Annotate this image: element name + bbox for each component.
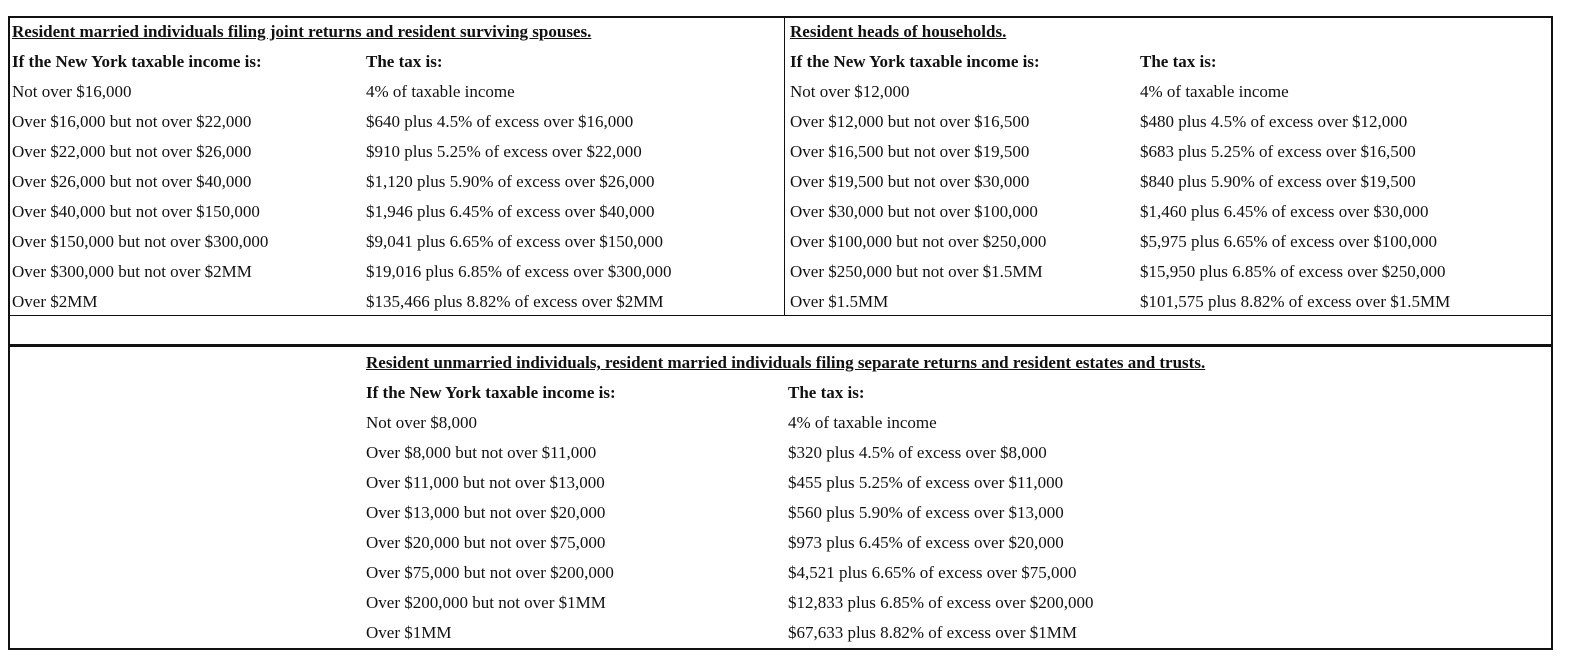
income-header: If the New York taxable income is: <box>790 52 1040 71</box>
income-bracket-cell: Over $16,000 but not over $22,000 <box>12 112 252 131</box>
tax-formula-cell: $101,575 plus 8.82% of excess over $1.5MM <box>1140 292 1451 311</box>
income-bracket-cell: Over $100,000 but not over $250,000 <box>790 232 1047 251</box>
tax-header: The tax is: <box>1140 52 1217 71</box>
income-bracket-cell: Over $26,000 but not over $40,000 <box>12 172 252 191</box>
tax-header: The tax is: <box>788 383 865 402</box>
income-header: If the New York taxable income is: <box>366 383 616 402</box>
income-bracket-cell: Not over $12,000 <box>790 82 910 101</box>
income-bracket-cell: Over $30,000 but not over $100,000 <box>790 202 1038 221</box>
income-bracket-cell: Over $8,000 but not over $11,000 <box>366 443 597 462</box>
joint-tax-column <box>366 47 672 317</box>
joint-income-column <box>12 47 268 317</box>
heads-tax-column <box>1140 47 1450 317</box>
tax-formula-cell: 4% of taxable income <box>788 413 937 432</box>
tax-formula-cell: $1,946 plus 6.45% of excess over $40,000 <box>366 202 655 221</box>
income-bracket-cell: Over $2MM <box>12 292 98 311</box>
tax-formula-cell: $4,521 plus 6.65% of excess over $75,000 <box>788 563 1077 582</box>
tax-formula-cell: $15,950 plus 6.85% of excess over $250,000 <box>1140 262 1446 281</box>
joint-filers-title: Resident married individuals filing joint returns and resident surviving spouses. <box>12 22 592 41</box>
income-bracket-cell: Over $1.5MM <box>790 292 889 311</box>
tax-header: The tax is: <box>366 52 443 71</box>
heads-of-households-title: Resident heads of households. <box>790 22 1007 41</box>
single-income-column <box>366 378 616 648</box>
tax-formula-cell: $1,120 plus 5.90% of excess over $26,000 <box>366 172 655 191</box>
income-bracket-cell: Over $12,000 but not over $16,500 <box>790 112 1030 131</box>
income-bracket-cell: Over $250,000 but not over $1.5MM <box>790 262 1043 281</box>
income-bracket-cell: Over $40,000 but not over $150,000 <box>12 202 260 221</box>
tax-formula-cell: $455 plus 5.25% of excess over $11,000 <box>788 473 1064 492</box>
heads-income-column <box>790 47 1046 317</box>
income-bracket-cell: Over $16,500 but not over $19,500 <box>790 142 1030 161</box>
tax-formula-cell: $67,633 plus 8.82% of excess over $1MM <box>788 623 1077 642</box>
income-bracket-cell: Over $19,500 but not over $30,000 <box>790 172 1030 191</box>
income-bracket-cell: Not over $16,000 <box>12 82 132 101</box>
income-header: If the New York taxable income is: <box>12 52 262 71</box>
tax-formula-cell: 4% of taxable income <box>366 82 515 101</box>
tax-formula-cell: $19,016 plus 6.85% of excess over $300,000 <box>366 262 672 281</box>
tax-formula-cell: $5,975 plus 6.65% of excess over $100,000 <box>1140 232 1437 251</box>
tax-formula-cell: 4% of taxable income <box>1140 82 1289 101</box>
tax-formula-cell: $973 plus 6.45% of excess over $20,000 <box>788 533 1064 552</box>
tax-formula-cell: $135,466 plus 8.82% of excess over $2MM <box>366 292 664 311</box>
income-bracket-cell: Over $20,000 but not over $75,000 <box>366 533 606 552</box>
income-bracket-cell: Over $11,000 but not over $13,000 <box>366 473 605 492</box>
tax-formula-cell: $480 plus 4.5% of excess over $12,000 <box>1140 112 1408 131</box>
tax-formula-cell: $910 plus 5.25% of excess over $22,000 <box>366 142 642 161</box>
section-divider <box>8 344 1553 347</box>
income-bracket-cell: Over $22,000 but not over $26,000 <box>12 142 252 161</box>
income-bracket-cell: Over $75,000 but not over $200,000 <box>366 563 614 582</box>
income-bracket-cell: Over $1MM <box>366 623 452 642</box>
single-tax-column <box>788 378 1094 648</box>
income-bracket-cell: Over $300,000 but not over $2MM <box>12 262 252 281</box>
tax-formula-cell: $9,041 plus 6.65% of excess over $150,000 <box>366 232 663 251</box>
tax-formula-cell: $560 plus 5.90% of excess over $13,000 <box>788 503 1064 522</box>
tax-formula-cell: $683 plus 5.25% of excess over $16,500 <box>1140 142 1416 161</box>
tax-formula-cell: $320 plus 4.5% of excess over $8,000 <box>788 443 1047 462</box>
tax-formula-cell: $840 plus 5.90% of excess over $19,500 <box>1140 172 1416 191</box>
income-bracket-cell: Over $200,000 but not over $1MM <box>366 593 606 612</box>
tax-formula-cell: $1,460 plus 6.45% of excess over $30,000 <box>1140 202 1429 221</box>
single-filers-title: Resident unmarried individuals, resident married individuals filing separate returns and resident estates and trusts. <box>366 353 1206 372</box>
tax-formula-cell: $640 plus 4.5% of excess over $16,000 <box>366 112 634 131</box>
income-bracket-cell: Over $13,000 but not over $20,000 <box>366 503 606 522</box>
income-bracket-cell: Not over $8,000 <box>366 413 477 432</box>
column-divider <box>784 16 785 316</box>
tax-formula-cell: $12,833 plus 6.85% of excess over $200,000 <box>788 593 1094 612</box>
income-bracket-cell: Over $150,000 but not over $300,000 <box>12 232 269 251</box>
